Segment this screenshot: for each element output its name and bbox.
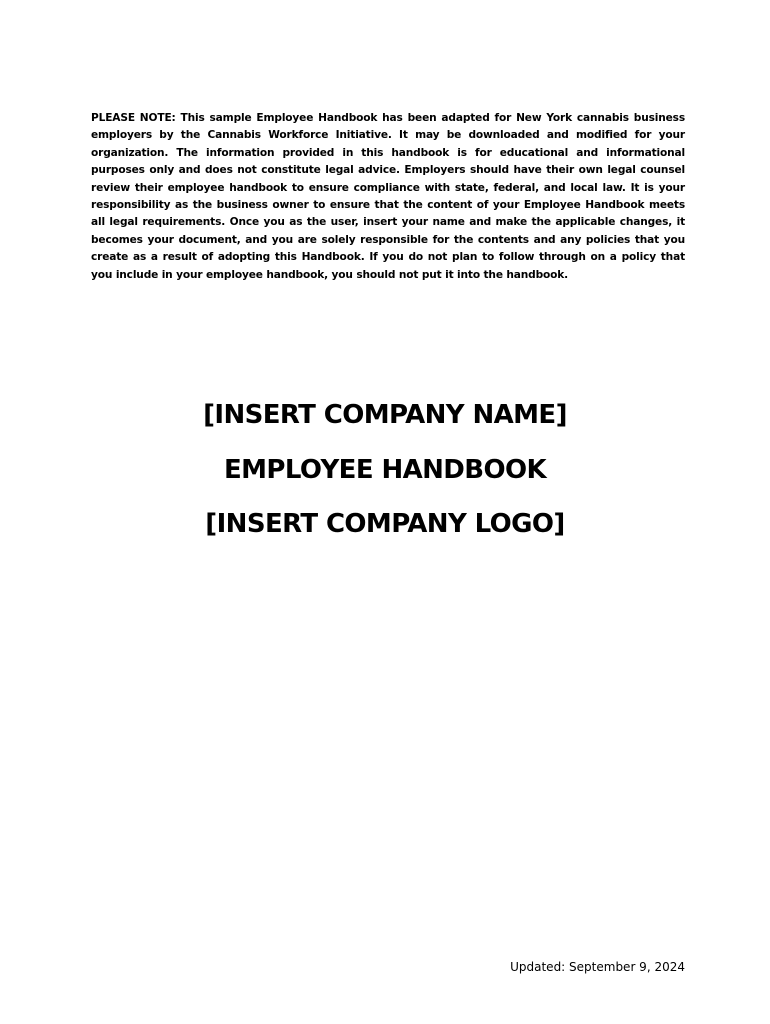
updated-date: Updated: September 9, 2024 <box>510 960 685 974</box>
company-logo-placeholder: [INSERT COMPANY LOGO] <box>205 509 565 539</box>
company-name-placeholder: [INSERT COMPANY NAME] <box>203 400 567 430</box>
handbook-title: EMPLOYEE HANDBOOK <box>223 455 547 485</box>
disclaimer-notice: PLEASE NOTE: This sample Employee Handbook has been adapted for New York cannabis business employers by the Cannabis Workforce Initiative. It may be downloaded and modified for your organization. The information provided in this handbook is for educational and informational purposes only and does not constitute legal advice. Employers should have their own legal counsel review their employee handbook to ensure compliance with state, federal, and local law. It is your responsibility as the business owner to ensure that the content of your Employee Handbook meets all legal requirements. Once you as the user, insert your name and make the applicable changes, it becomes your document, and you are solely responsible for the contents and any policies that you create as a result of adopting this Handbook. If you do not plan to follow through on a policy that you include in your employee handbook, you should not put it into the handbook. <box>91 112 685 281</box>
